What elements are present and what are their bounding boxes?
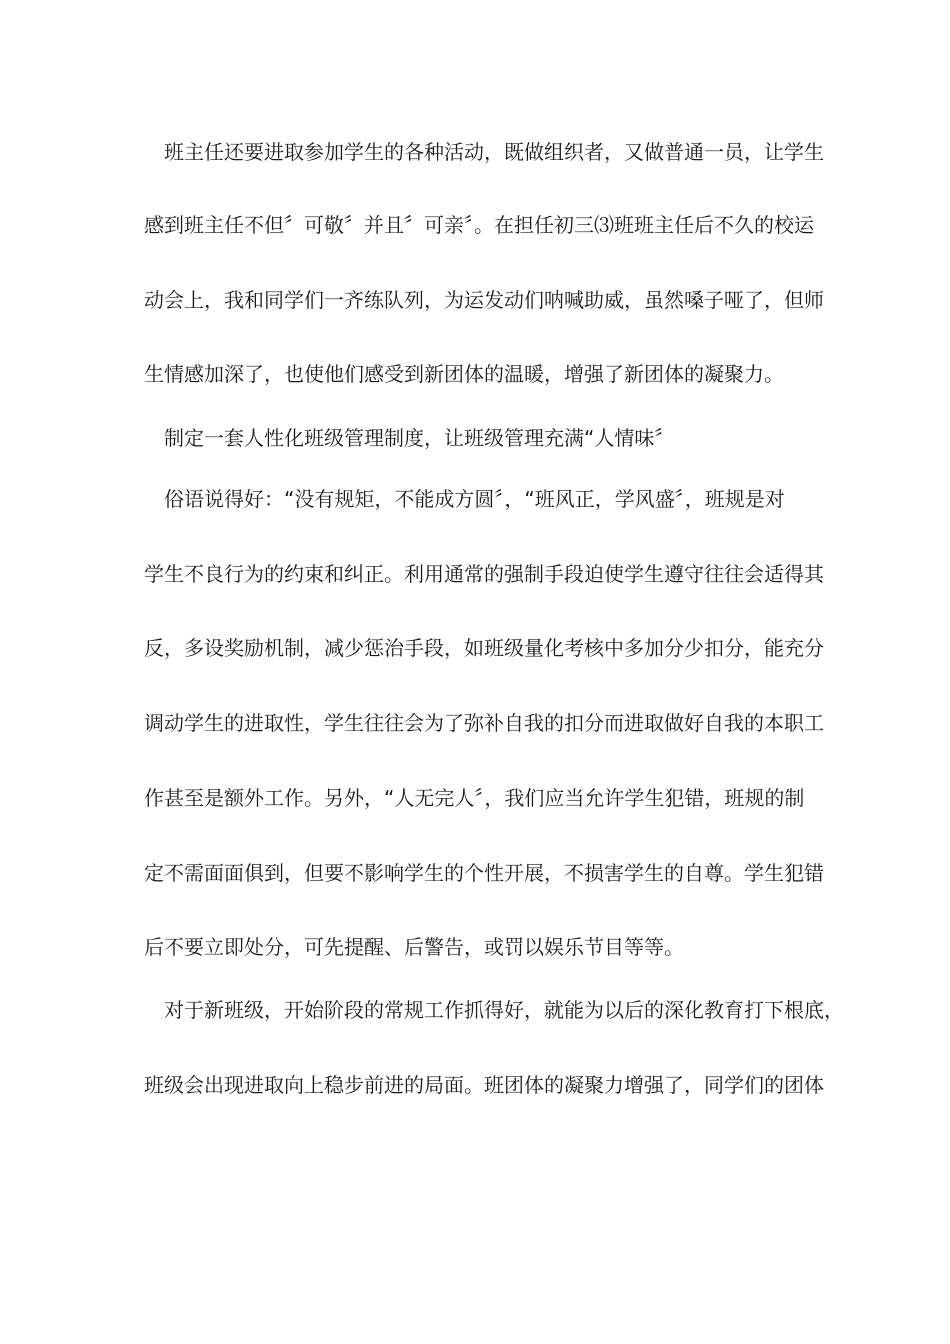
paragraph-3-line-2: 班级会出现进取向上稳步前进的局面。班团体的凝聚力增强了，同学们的团体: [144, 1073, 824, 1097]
paragraph-2-line-3: 反，多设奖励机制，减少惩治手段，如班级量化考核中多加分少扣分，能充分: [144, 636, 824, 660]
paragraph-2-line-2: 学生不良行为的约束和纠正。利用通常的强制手段迫使学生遵守往往会适得其: [144, 562, 824, 586]
section-heading: 制定一套人性化班级管理制度，让班级管理充满“人情味〞: [164, 426, 675, 450]
paragraph-2-line-7: 后不要立即处分，可先提醒、后警告，或罚以娱乐节目等等。: [144, 935, 684, 959]
paragraph-1-line-3: 动会上，我和同学们一齐练队列，为运发动们呐喊助威，虽然嗓子哑了，但师: [144, 288, 824, 312]
paragraph-2-line-1: 俗语说得好：“没有规矩，不能成方圆〞，“班风正，学风盛〞，班规是对: [164, 487, 785, 511]
paragraph-1-line-4: 生情感加深了，也使他们感受到新团体的温暖，增强了新团体的凝聚力。: [144, 362, 784, 386]
paragraph-3-line-1: 对于新班级，开始阶段的常规工作抓得好，就能为以后的深化教育打下根底，: [164, 998, 844, 1022]
paragraph-2-line-6: 定不需面面俱到，但要不影响学生的个性开展，不损害学生的自尊。学生犯错: [144, 861, 824, 885]
paragraph-1-line-1: 班主任还要进取参加学生的各种活动，既做组织者，又做普通一员，让学生: [164, 140, 824, 164]
paragraph-1-line-2: 感到班主任不但〞可敬〞并且〞可亲〞。在担任初三⑶班班主任后不久的校运: [144, 213, 814, 237]
paragraph-2-line-5: 作甚至是额外工作。另外，“人无完人〞，我们应当允许学生犯错，班规的制: [144, 786, 805, 810]
paragraph-2-line-4: 调动学生的进取性，学生往往会为了弥补自我的扣分而进取做好自我的本职工: [144, 711, 824, 735]
